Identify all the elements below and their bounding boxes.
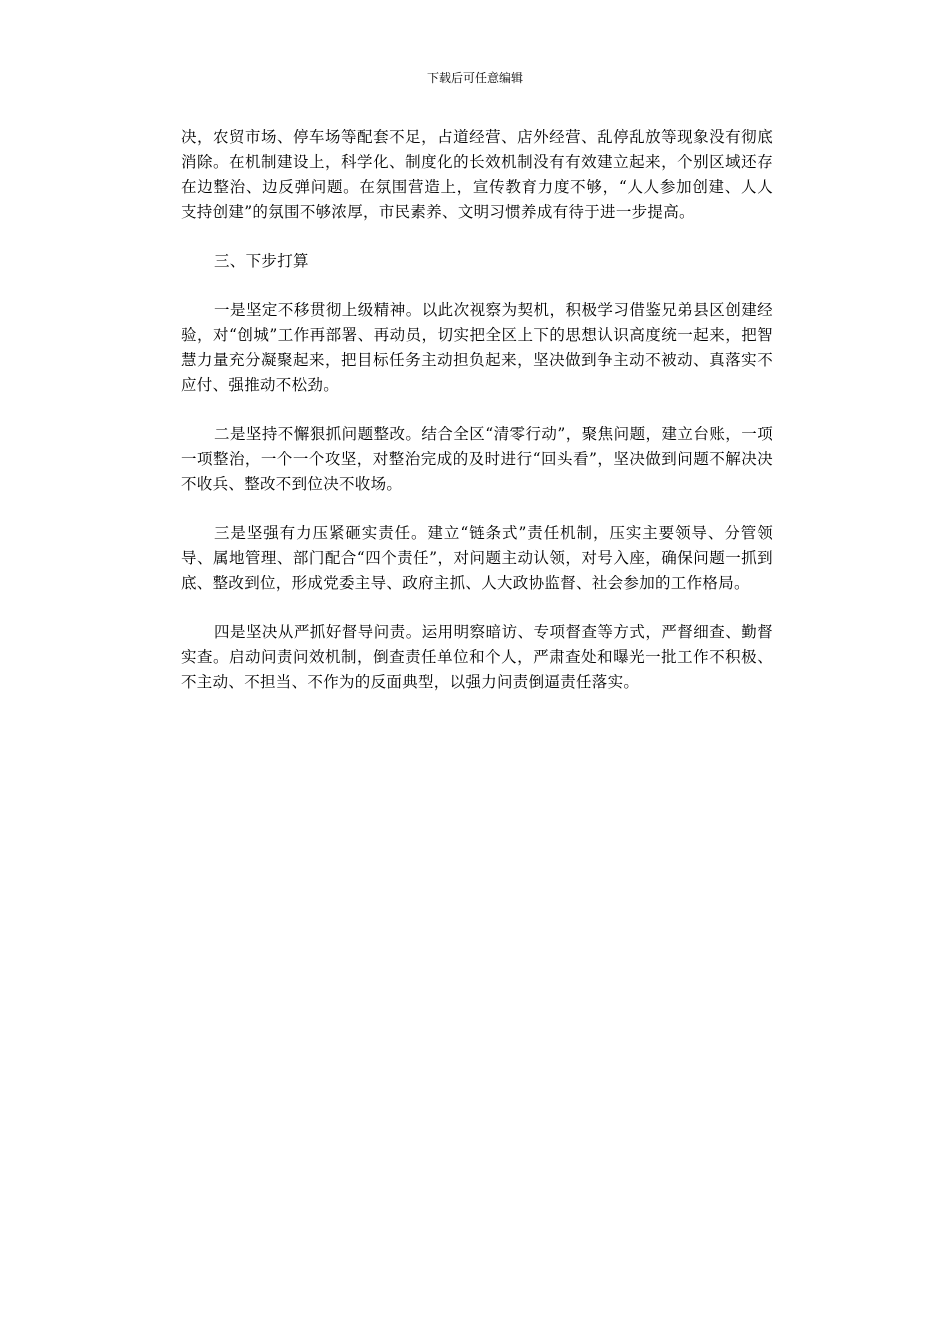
paragraph-continuation: 决，农贸市场、停车场等配套不足，占道经营、店外经营、乱停乱放等现象没有彻底消除。在机制建设上，科学化、制度化的长效机制没有有效建立起来，个别区域还存在边整治、边反弹问题。在氛围营造上，宣传教育力度不够，“人人参加创建、人人支持创建”的氛围不够浓厚，市民素养、文明习惯养成有待于进一步提高。 xyxy=(181,128,773,221)
paragraph-point-4: 四是坚决从严抓好督导问责。运用明察暗访、专项督查等方式，严督细查、勤督实查。启动问责问效机制，倒查责任单位和个人，严肃查处和曝光一批工作不积极、不主动、不担当、不作为的反面典型，以强力问责倒逼责任落实。 xyxy=(181,623,773,691)
section-heading: 三、下步打算 xyxy=(214,252,309,270)
paragraph-point-1: 一是坚定不移贯彻上级精神。以此次视察为契机，积极学习借鉴兄弟县区创建经验，对“创城”工作再部署、再动员，切实把全区上下的思想认识高度统一起来，把智慧力量充分凝聚起来，把目标任务主动担负起来，坚决做到争主动不被动、真落实不应付、强推动不松劲。 xyxy=(181,301,773,394)
paragraph-point-2: 二是坚持不懈狠抓问题整改。结合全区“清零行动”，聚焦问题，建立台账，一项一项整治，一个一个攻坚，对整治完成的及时进行“回头看”，坚决做到问题不解决决不收兵、整改不到位决不收场。 xyxy=(181,425,773,493)
document-body xyxy=(181,125,773,719)
paragraph-point-3: 三是坚强有力压紧砸实责任。建立“链条式”责任机制，压实主要领导、分管领导、属地管理、部门配合“四个责任”，对问题主动认领，对号入座，确保问题一抓到底、整改到位，形成党委主导、政府主抓、人大政协监督、社会参加的工作格局。 xyxy=(181,524,773,592)
page-header-note: 下载后可任意编辑 xyxy=(426,71,523,85)
